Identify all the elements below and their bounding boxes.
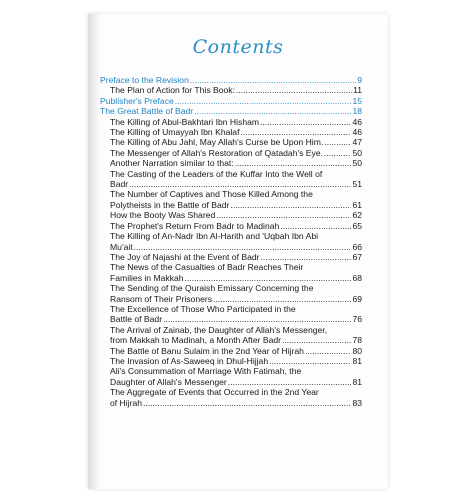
toc-page-number: 67 [352, 251, 362, 262]
toc-entry-title: The Killing of Umayyah Ibn Khalaf [110, 127, 240, 138]
toc-entry-title: The Killing of An-Nadr Ibn Al-Harith and 'Uqbah Ibn Abi [110, 231, 319, 242]
leader-dots [324, 137, 351, 147]
toc-entry-title: Badr [110, 179, 129, 190]
toc-entry [100, 96, 362, 106]
leader-dots [216, 210, 351, 220]
toc-page-number: 80 [352, 345, 362, 356]
leader-dots [185, 273, 352, 283]
leader-dots [324, 148, 351, 158]
toc-entry-title: The Invasion of As-Saweeq in Dhul-Hijjah [110, 355, 269, 366]
toc-page-number: 62 [352, 210, 362, 221]
leader-dots [240, 127, 351, 137]
toc-entry-title: The Arrival of Zainab, the Daughter of Allah's Messenger, [110, 324, 328, 335]
table-of-contents [100, 75, 362, 408]
toc-entry-title: The Aggregate of Events that Occurred in the 2nd Year [110, 387, 319, 398]
toc-entry [100, 304, 362, 325]
toc-page-number: 51 [352, 179, 362, 190]
toc-entry-title: The Plan of Action for This Book: [110, 85, 235, 96]
page-spine-shadow [88, 14, 100, 489]
toc-entry [100, 127, 362, 137]
toc-entry-title: Mu'ait [110, 241, 133, 252]
toc-page-number: 78 [352, 335, 362, 346]
leader-dots [194, 106, 351, 116]
leader-dots [280, 221, 351, 231]
toc-entry-title: The Killing of Abul-Bakhtari Ibn Hisham [110, 116, 260, 127]
toc-entry-title: Daughter of Allah's Messenger [110, 376, 227, 387]
toc-entry [100, 283, 362, 304]
leader-dots [143, 398, 351, 408]
toc-entry [100, 325, 362, 346]
toc-entry [100, 262, 362, 283]
toc-page-number: 46 [352, 116, 362, 127]
toc-entry [100, 346, 362, 356]
leader-dots [282, 335, 351, 345]
toc-entry-title: The Sending of the Quraish Emissary Concerning the [110, 283, 314, 294]
leader-dots [261, 252, 352, 262]
toc-entry-title: The Battle of Banu Sulaim in the 2nd Year of Hijrah [110, 345, 304, 356]
toc-page-number: 15 [352, 95, 362, 106]
toc-page-number: 50 [352, 147, 362, 158]
toc-entry-title: of Hijrah [110, 397, 142, 408]
toc-entry [100, 231, 362, 252]
toc-entry [100, 366, 362, 387]
toc-page-number: 76 [352, 314, 362, 325]
contents-title: Contents [192, 36, 284, 58]
leader-dots [260, 117, 351, 127]
toc-page-number: 9 [357, 75, 362, 85]
toc-entry-title: Another Narration similar to that: [110, 158, 234, 169]
toc-entry-title: How the Booty Was Shared [110, 210, 216, 221]
leader-dots [228, 377, 352, 387]
toc-page-number: 46 [352, 127, 362, 138]
toc-entry [100, 387, 362, 408]
toc-entry-title: Ali's Consummation of Marriage With Fatimah, the [110, 366, 302, 377]
toc-entry-title: Polytheists in the Battle of Badr [110, 199, 230, 210]
toc-entry-title: Battle of Badr [110, 314, 163, 325]
leader-dots [230, 200, 351, 210]
toc-entry-title: The Excellence of Those Who Participated in the [110, 303, 296, 314]
toc-entry-title: The Messenger of Allah's Restoration of Qatadah's Eye. [110, 147, 323, 158]
toc-page-number: 47 [352, 137, 362, 148]
toc-entry-title: The Number of Captives and Those Killed Among the [110, 189, 313, 200]
leader-dots [305, 346, 351, 356]
toc-entry [100, 117, 362, 127]
toc-entry-title: The Killing of Abu Jahl, May Allah's Curse be Upon Him. [110, 137, 324, 148]
toc-page-number: 18 [352, 106, 362, 117]
leader-dots [213, 294, 351, 304]
toc-page-number: 50 [352, 158, 362, 169]
toc-entry-title: The Joy of Najashi at the Event of Badr [110, 251, 260, 262]
toc-page-number: 81 [352, 376, 362, 387]
leader-dots [134, 242, 352, 252]
toc-entry [100, 221, 362, 231]
toc-entry-title: The Prophet's Return From Badr to Madinah [110, 220, 280, 231]
toc-entry-title: The Great Battle of Badr [100, 106, 194, 117]
toc-page-number: 81 [352, 355, 362, 366]
toc-entry [100, 158, 362, 168]
leader-dots [129, 179, 351, 189]
toc-entry [100, 356, 362, 366]
toc-entry [100, 148, 362, 158]
toc-entry [100, 137, 362, 147]
toc-page-number: 65 [352, 220, 362, 231]
toc-entry [100, 106, 362, 116]
leader-dots [175, 96, 352, 106]
toc-page-number: 69 [352, 293, 362, 304]
toc-page-number: 11 [353, 85, 362, 96]
leader-dots [235, 158, 352, 168]
toc-entry-title: The News of the Casualties of Badr Reaches Their [110, 262, 304, 273]
toc-entry-title: Families in Makkah [110, 272, 184, 283]
toc-page-number: 66 [352, 241, 362, 252]
toc-page-number: 61 [352, 199, 362, 210]
leader-dots [163, 314, 351, 324]
toc-entry [100, 85, 362, 95]
leader-dots [190, 75, 356, 85]
toc-page-number: 83 [352, 397, 362, 408]
toc-entry-title: Preface to the Revision [100, 75, 189, 85]
toc-page-number: 68 [352, 272, 362, 283]
leader-dots [236, 85, 352, 95]
leader-dots [269, 356, 351, 366]
toc-entry-title: Publisher's Preface [100, 95, 174, 106]
toc-entry [100, 169, 362, 190]
toc-entry-title: Ransom of Their Prisoners [110, 293, 213, 304]
toc-entry [100, 75, 362, 85]
toc-entry [100, 210, 362, 220]
toc-entry-title: The Casting of the Leaders of the Kuffar Into the Well of [110, 168, 323, 179]
toc-entry-title: from Makkah to Madinah, a Month After Badr [110, 335, 282, 346]
toc-entry [100, 189, 362, 210]
toc-entry [100, 252, 362, 262]
